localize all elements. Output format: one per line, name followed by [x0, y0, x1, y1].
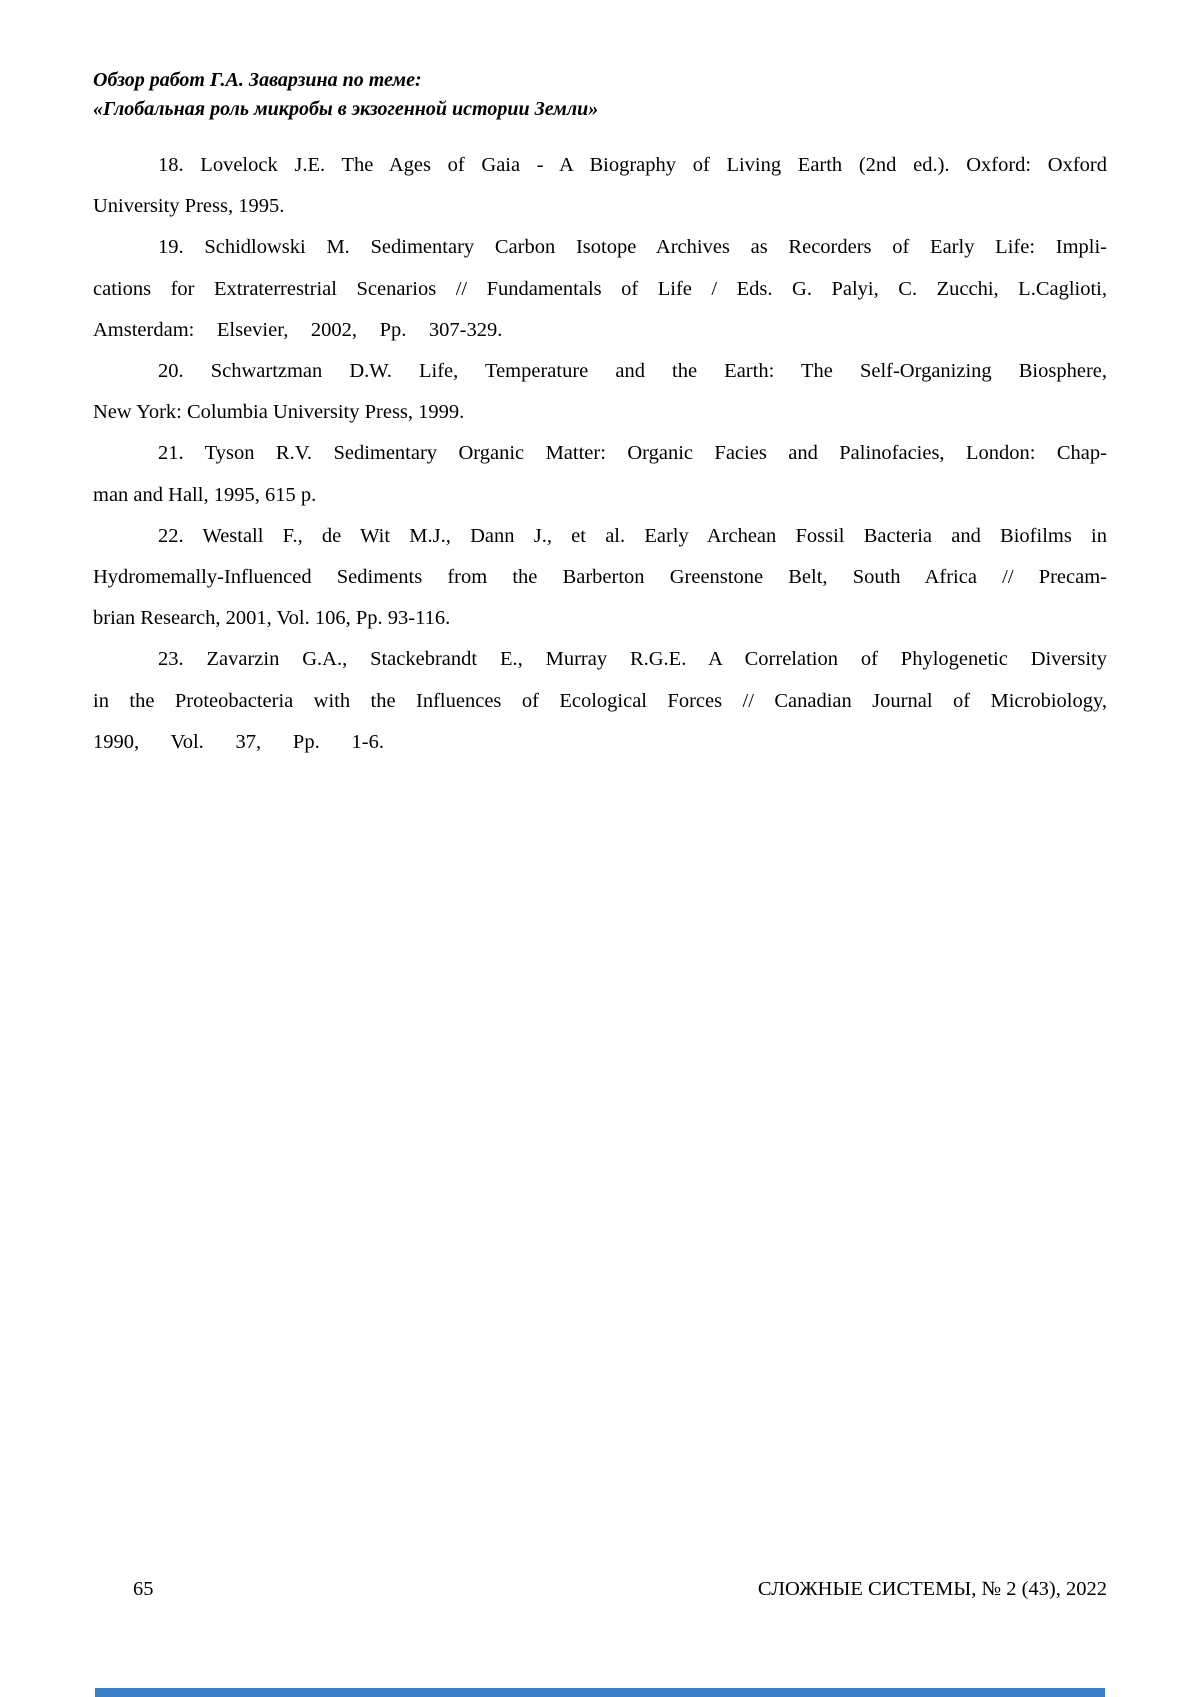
reference-line: 22. Westall F., de Wit M.J., Dann J., et al. Early Archean Fossil Bacteria and Biofilms in: [158, 524, 1107, 547]
reference-entry-21: [93, 433, 1107, 515]
reference-line: 1990, Vol. 37, Pp. 1-6.: [93, 730, 384, 753]
reference-line: 20. Schwartzman D.W. Life, Temperature and the Earth: The Self-Organizing Biosphere,: [158, 360, 1107, 383]
bottom-accent-bar: [95, 1688, 1105, 1697]
reference-line: New York: Columbia University Press, 1999.: [93, 401, 465, 424]
reference-entry-18: [93, 145, 1107, 227]
page-footer: [93, 1577, 1107, 1602]
reference-entry-23: [93, 639, 1107, 763]
review-header-line2: «Глобальная роль микробы в экзогенной истории Земли»: [93, 98, 599, 120]
review-header: [93, 66, 1107, 124]
reference-line: Hydromemally-Influenced Sediments from the Barberton Greenstone Belt, South Africa // Precam-: [93, 566, 1107, 589]
reference-line: cations for Extraterrestrial Scenarios // Fundamentals of Life / Eds. G. Palyi, C. Zucchi, L.Caglioti,: [93, 277, 1107, 300]
reference-entry-20: [93, 351, 1107, 433]
reference-line: 23. Zavarzin G.A., Stackebrandt E., Murray R.G.E. A Correlation of Phylogenetic Diversity: [158, 648, 1107, 671]
page-number: 65: [133, 1578, 154, 1600]
reference-line: 19. Schidlowski M. Sedimentary Carbon Isotope Archives as Recorders of Early Life: Impli-: [158, 236, 1107, 259]
journal-issue: СЛОЖНЫЕ СИСТЕМЫ, № 2 (43), 2022: [757, 1578, 1107, 1600]
references-list: [93, 145, 1107, 763]
reference-line: in the Proteobacteria with the Influences of Ecological Forces // Canadian Journal of Microbiology,: [93, 689, 1107, 712]
reference-entry-19: [93, 227, 1107, 351]
reference-line: Amsterdam: Elsevier, 2002, Pp. 307-329.: [93, 318, 503, 341]
reference-line: man and Hall, 1995, 615 p.: [93, 483, 317, 506]
review-header-line1: Обзор работ Г.А. Заварзина по теме:: [93, 69, 422, 91]
reference-line: 18. Lovelock J.E. The Ages of Gaia - A Biography of Living Earth (2nd ed.). Oxford: Oxford: [158, 154, 1107, 176]
reference-line: University Press, 1995.: [93, 195, 285, 218]
reference-entry-22: [93, 516, 1107, 640]
reference-line: brian Research, 2001, Vol. 106, Pp. 93-116.: [93, 607, 451, 630]
reference-line: 21. Tyson R.V. Sedimentary Organic Matter: Organic Facies and Palinofacies, London: Chap-: [158, 442, 1107, 465]
